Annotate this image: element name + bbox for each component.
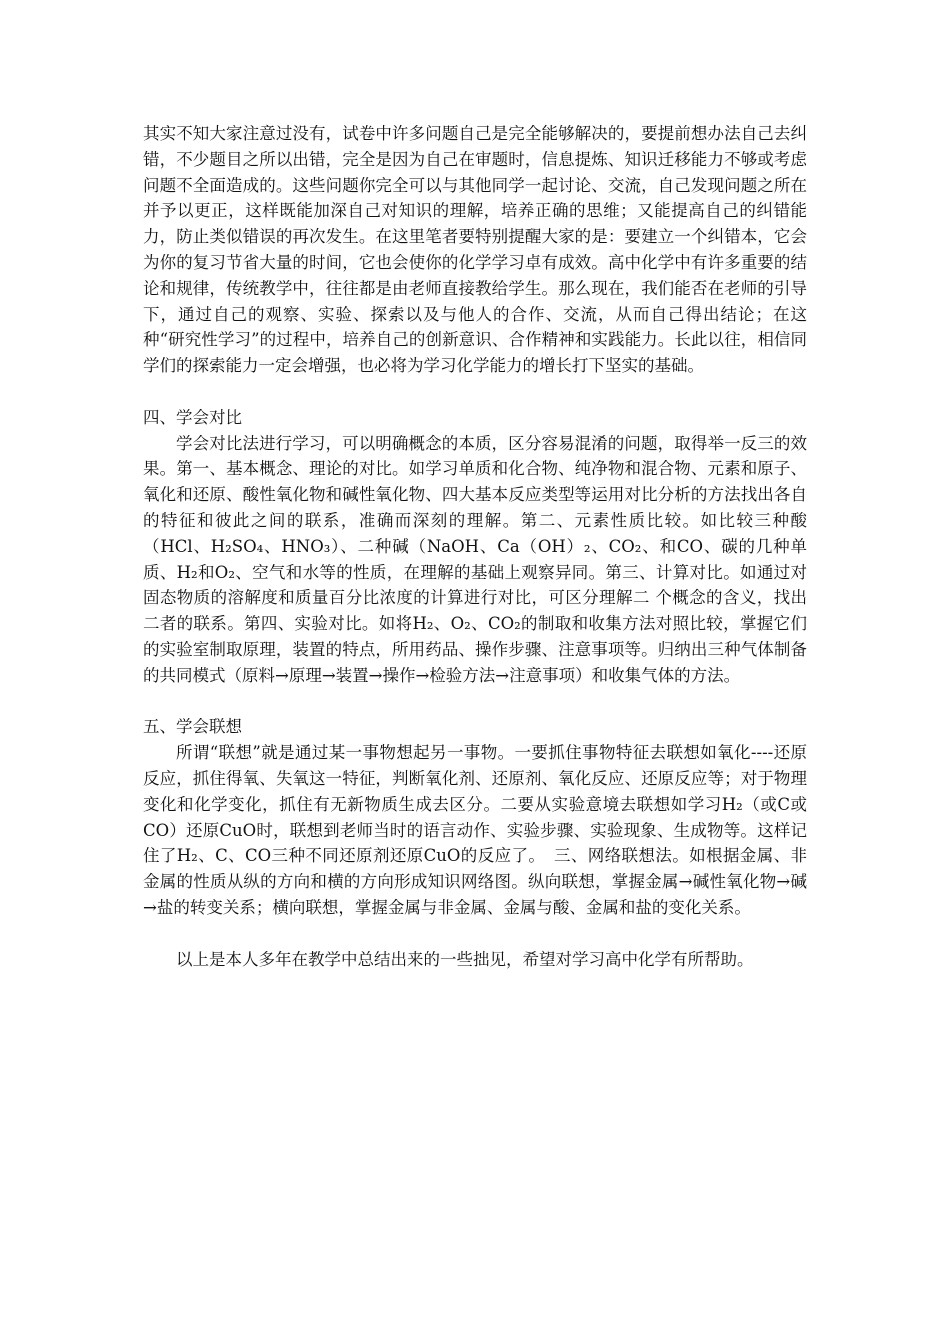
paragraph-gap xyxy=(143,379,807,405)
paragraph-gap xyxy=(143,689,807,715)
paragraph-closing: 以上是本人多年在教学中总结出来的一些拙见，希望对学习高中化学有所帮助。 xyxy=(176,949,754,969)
section-heading-association: 五、学会联想 xyxy=(143,717,242,737)
paragraph-error-correction: 其实不知大家注意过没有，试卷中许多问题自己是完全能够解决的，要提前想办法自己去纠错，不少题目之所以出错，完全是因为自己在审题时，信息提炼、知识迁移能力不够或考虑问题不全面造成的。这些问题你完全可以与其他同学一起讨论、交流，自己发现问题之所在并予以更正，这样既能加深自己对知识的理解，培养正确的思维；又能提高自己的纠错能力，防止类似错误的再次发生。在这里笔者要特别提醒大家的是：要建立一个纠错本，它会为你的复习节省大量的时间，它也会使你的化学学习卓有成效。高中化学中有许多重要的结论和规律，传统教学中，往往都是由老师直接教给学生。那么现在，我们能否在老师的引导下，通过自己的观察、实验、探索以及与他人的合作、交流，从而自己得出结论；在这种“研究性学习”的过程中，培养自己的创新意识、合作精神和实践能力。长此以往，相信同学们的探索能力一定会增强，也必将为学习化学能力的增长打下坚实的基础。 xyxy=(143,124,807,376)
paragraph-compare: 学会对比法进行学习，可以明确概念的本质，区分容易混淆的问题，取得举一反三的效果。第一、基本概念、理论的对比。如学习单质和化合物、纯净物和混合物、元素和原子、氧化和还原、酸性氧化物和碱性氧化物、四大基本反应类型等运用对比分析的方法找出各自的特征和彼此之间的联系，准确而深刻的理解。第二、元素性质比较。如比较三种酸（HCl、H₂SO₄、HNO₃）、二种碱（NaOH、Ca（OH）₂、CO₂、和CO、碳的几种单质、H₂和O₂、空气和水等的性质，在理解的基础上观察异同。第三、计算对比。如通过对固态物质的溶解度和质量百分比浓度的计算进行对比，可区分理解二 个概念的含义，找出二者的联系。第四、实验对比。如将H₂、O₂、CO₂的制取和收集方法对照比较，掌握它们的实验室制取原理，装置的特点，所用药品、操作步骤、注意事项等。归纳出三种气体制备的共同模式（原料→原理→装置→操作→检验方法→注意事项）和收集气体的方法。 xyxy=(143,433,807,685)
section-heading-compare: 四、学会对比 xyxy=(143,407,242,427)
document-page xyxy=(143,121,807,972)
paragraph-association: 所谓“联想”就是通过某一事物想起另一事物。一要抓住事物特征去联想如氧化----还原反应，抓住得氧、失氧这一特征，判断氧化剂、还原剂、氧化反应、还原反应等；对于物理变化和化学变化，抓住有无新物质生成去区分。二要从实验意境去联想如学习H₂（或C或CO）还原CuO时，联想到老师当时的语言动作、实验步骤、实验现象、生成物等。这样记住了H₂、C、CO三种不同还原剂还原CuO的反应了。 三、网络联想法。如根据金属、非金属的性质从纵的方向和横的方向形成知识网络图。纵向联想，掌握金属→碱性氧化物→碱→盐的转变关系；横向联想，掌握金属与非金属、金属与酸、金属和盐的变化关系。 xyxy=(143,743,807,917)
paragraph-gap xyxy=(143,921,807,947)
